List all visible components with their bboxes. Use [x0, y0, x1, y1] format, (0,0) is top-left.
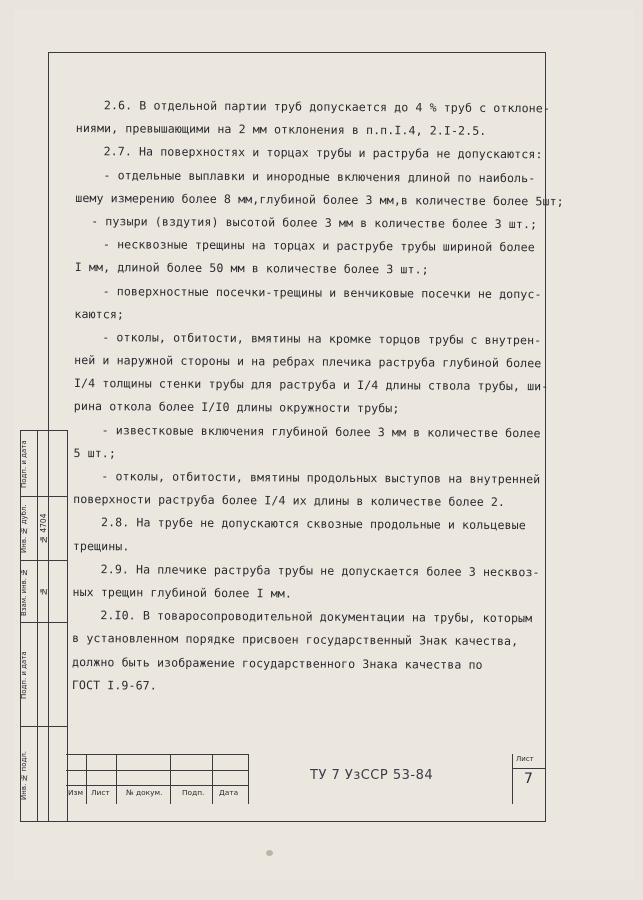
text-line: в установленном порядке присвоен государственный Знак качества, — [72, 631, 519, 649]
document-code: ТУ 7 УзССР 53-84 — [310, 768, 434, 783]
sheet-label: Лист — [516, 755, 534, 763]
side-cell — [21, 497, 67, 561]
stamp-line — [170, 754, 171, 804]
side-cell — [21, 561, 67, 623]
side-label: Подп. и дата — [20, 440, 28, 488]
text-line: ней и наружной стороны и на ребрах плечика раструба глубиной более — [74, 353, 542, 371]
stamp-line — [512, 754, 513, 804]
stamp-line — [116, 754, 117, 804]
side-stamp — [20, 430, 68, 822]
text-line: 2.8. На трубе не допускаются сквозные продольные и кольцевые — [100, 515, 526, 533]
text-line: рина откола более I/I0 длины окружности трубы; — [73, 399, 400, 416]
stamp-line — [212, 754, 213, 804]
text-line: - пузыри (вздутия) высотой более 3 мм в количестве более 3 шт.; — [91, 214, 538, 232]
side-label: Инв. № подл. — [20, 750, 28, 800]
side-number: № 4704 — [39, 513, 48, 545]
document-body — [71, 94, 564, 700]
side-cell — [21, 623, 67, 727]
text-line: 2.9. На плечике раструба трубы не допускается более 3 несквоз- — [100, 561, 540, 579]
stamp-column-label: Подп. — [182, 788, 205, 797]
side-label: Взам. инв. № — [20, 567, 28, 617]
text-line: - несквозные трещины на торцах и раструбе трубы шириной более — [102, 237, 535, 255]
side-label: Подп. и дата — [20, 651, 28, 699]
stamp-line — [248, 754, 249, 804]
text-line: 2.I0. В товаросопроводительной документации на трубы, которым — [100, 608, 533, 626]
punch-hole — [266, 850, 273, 856]
stamp-line — [66, 785, 248, 786]
text-line: трещины. — [72, 538, 130, 553]
stamp-column-label: Лист — [91, 788, 110, 797]
text-line: каются; — [74, 306, 125, 322]
text-line: - поверхностные посечки-трещины и венчиковые посечки не допус- — [102, 283, 542, 301]
text-line: 5 шт.; — [73, 445, 117, 461]
text-line: I/4 толщины стенки трубы для раструба и I/4 длины ствола трубы, ши- — [73, 376, 549, 394]
side-number: № — [39, 587, 48, 597]
stamp-line — [66, 770, 248, 771]
stamp-line — [66, 754, 248, 755]
text-line: должно быть изображение государственного Знака качества по — [71, 654, 483, 672]
stamp-column-label: Изм — [68, 788, 84, 797]
stamp-line — [86, 754, 87, 804]
text-line: шему измерению более 8 мм,глубиной более 3 мм,в количестве более 5шт; — [75, 190, 564, 209]
text-line: ных трещин глубиной более I мм. — [72, 584, 293, 601]
text-line: - отколы, отбитости, вмятины на кромке торцов трубы с внутрен- — [102, 330, 542, 348]
side-cell — [21, 431, 67, 497]
text-line: ГОСТ I.9-67. — [71, 677, 157, 693]
stamp-column-label: № докум. — [126, 788, 163, 797]
stamp-line — [512, 768, 546, 769]
text-line: - отколы, отбитости, вмятины продольных выступов на внутренней — [101, 469, 541, 487]
title-block — [66, 754, 546, 804]
sheet-number: 7 — [524, 771, 533, 787]
text-line: ниями, превышающими на 2 мм отклонения в п.п.I.4, 2.I-2.5. — [75, 121, 487, 139]
stamp-column-label: Дата — [219, 788, 239, 797]
text-line: I мм, длиной более 50 мм в количестве более 3 шт.; — [74, 260, 429, 277]
side-label: Инв. № дубл. — [20, 504, 28, 554]
text-line: поверхности раструба более I/4 их длины в количестве более 2. — [73, 492, 506, 510]
text-line: 2.7. На поверхностях и торцах трубы и раструба не допускаются: — [103, 144, 543, 162]
side-cell — [21, 727, 67, 823]
text-line: - известковые включения глубиной более 3 мм в количестве более — [101, 422, 541, 440]
text-line: 2.6. В отдельной партии труб допускается до 4 % труб с отклоне- — [103, 98, 551, 116]
text-line: - отдельные выплавки и инородные включения длиной по наиболь- — [103, 167, 536, 185]
